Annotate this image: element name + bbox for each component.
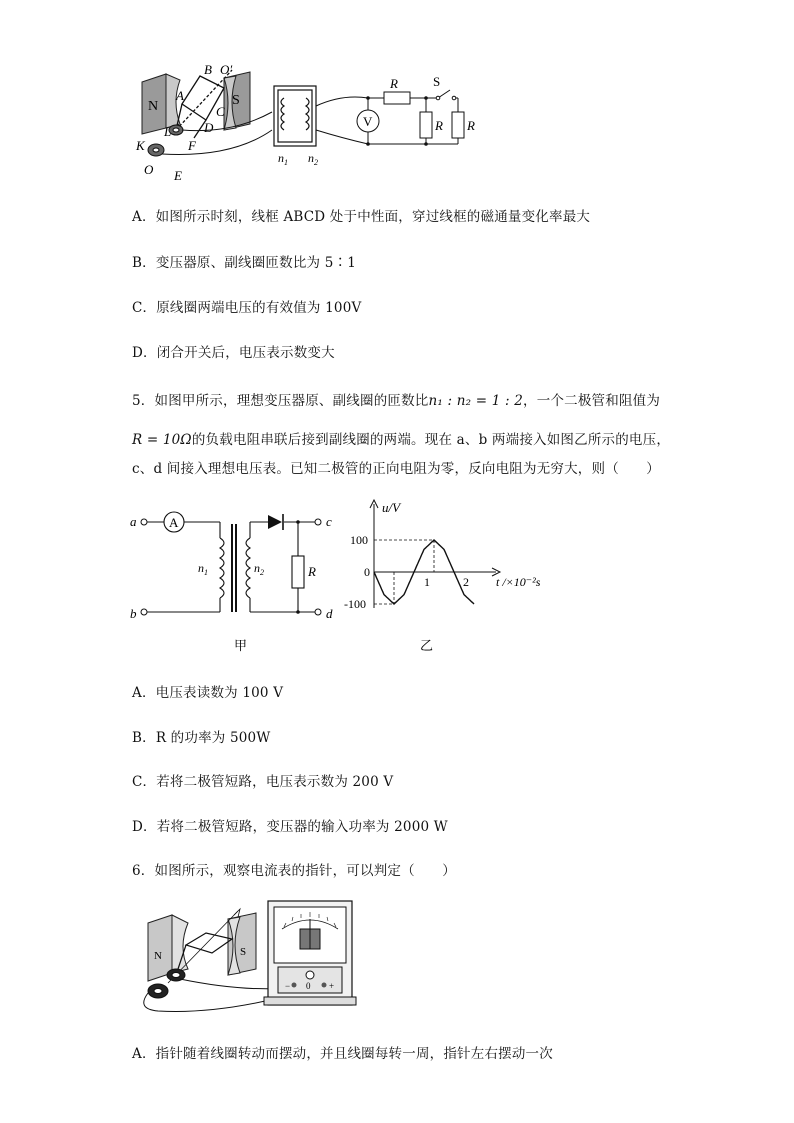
load-resistor-label: R (308, 564, 316, 579)
q4-option-b: B．变压器原、副线圈匝数比为 5∶1 (132, 255, 356, 271)
voltmeter-label: V (363, 114, 373, 129)
label-o-prime: O′ (220, 62, 233, 77)
resistor-top-label: R (390, 76, 398, 91)
s-magnet-6 (228, 913, 256, 975)
minus-terminal: − (285, 981, 291, 991)
label-o: O (144, 162, 154, 177)
switch-label: S (433, 74, 441, 89)
terminal-a: a (130, 514, 137, 529)
q5-option-d: D．若将二极管短路，变压器的输入功率为 2000 W (132, 819, 448, 835)
label-f: F (188, 138, 196, 153)
diode (268, 515, 282, 529)
q5-option-c: C．若将二极管短路，电压表示数为 200 V (132, 774, 394, 790)
q6-option-a: A．指针随着线圈转动而摆动，并且线圈每转一周，指针左右摆动一次 (132, 1046, 553, 1062)
label-e: E (174, 168, 182, 183)
voltage-waveform-chart (338, 496, 562, 660)
galvanometer (264, 901, 356, 1005)
q4-option-a: A．如图所示时刻，线框 ABCD 处于中性面，穿过线框的磁通量变化率最大 (132, 209, 591, 225)
n1-label: $n_1$ (278, 151, 288, 167)
ammeter-label: A (169, 515, 179, 530)
q5-stem-line1: 5．如图甲所示，理想变压器原、副线圈的匝数比n₁ : n₂ = 1 : 2，一个二极管和阻值为 (132, 393, 661, 409)
q6-stem: 6．如图所示，观察电流表的指针，可以判定（ ） (132, 863, 456, 879)
primary-n1-label: $n_1$ (198, 561, 208, 577)
y-tick-minus-100: -100 (344, 597, 366, 611)
terminal-c: c (326, 514, 332, 529)
figure-jia-caption: 甲 (234, 638, 248, 653)
n-pole-label-6: N (154, 950, 162, 962)
n-pole-label: N (148, 99, 159, 114)
transformer (274, 86, 316, 146)
x-tick-1: 1 (424, 575, 430, 589)
n2-label: $n_2$ (308, 151, 318, 167)
transformer-diode-circuit (128, 500, 348, 660)
q4-option-d: D．闭合开关后，电压表示数变大 (132, 345, 335, 361)
generator-transformer-figure (132, 58, 492, 186)
s-pole-label-6: S (240, 946, 247, 958)
generator-galvanometer-figure (128, 893, 360, 1021)
resistor-mid-label: R (435, 118, 443, 133)
secondary-n2-label: $n_2$ (254, 561, 264, 577)
q5-option-b: B．R 的功率为 500W (132, 730, 271, 746)
y-tick-100: 100 (350, 533, 368, 547)
q4-option-c: C．原线圈两端电压的有效值为 100V (132, 300, 362, 316)
label-b: B (204, 62, 212, 77)
q5-option-a: A．电压表读数为 100 V (132, 685, 284, 701)
plus-terminal: + (329, 981, 335, 991)
s-pole-label: S (232, 93, 240, 108)
label-c: C (216, 104, 225, 119)
x-axis-label: t /×10⁻²s (496, 575, 541, 589)
label-l: L (164, 124, 172, 139)
q5-stem-line3: c、d 间接入理想电压表。已知二极管的正向电阻为零，反向电阻为无穷大，则（ ） (132, 461, 660, 477)
zero-mark: 0 (306, 981, 311, 991)
label-a: A (176, 88, 184, 103)
label-d: D (204, 120, 214, 135)
terminal-b: b (130, 606, 137, 621)
figure-yi-caption: 乙 (420, 638, 434, 653)
y-tick-0: 0 (364, 565, 370, 579)
s-magnet (224, 72, 250, 130)
terminal-d: d (326, 606, 333, 621)
label-k: K (136, 138, 145, 153)
x-tick-2: 2 (463, 575, 469, 589)
resistor-right-label: R (467, 118, 475, 133)
q5-stem-line2: R = 10Ω的负载电阻串联后接到副线圈的两端。现在 a、b 两端接入如图乙所示的电压， (132, 432, 671, 448)
y-axis-label: u/V (382, 500, 401, 515)
